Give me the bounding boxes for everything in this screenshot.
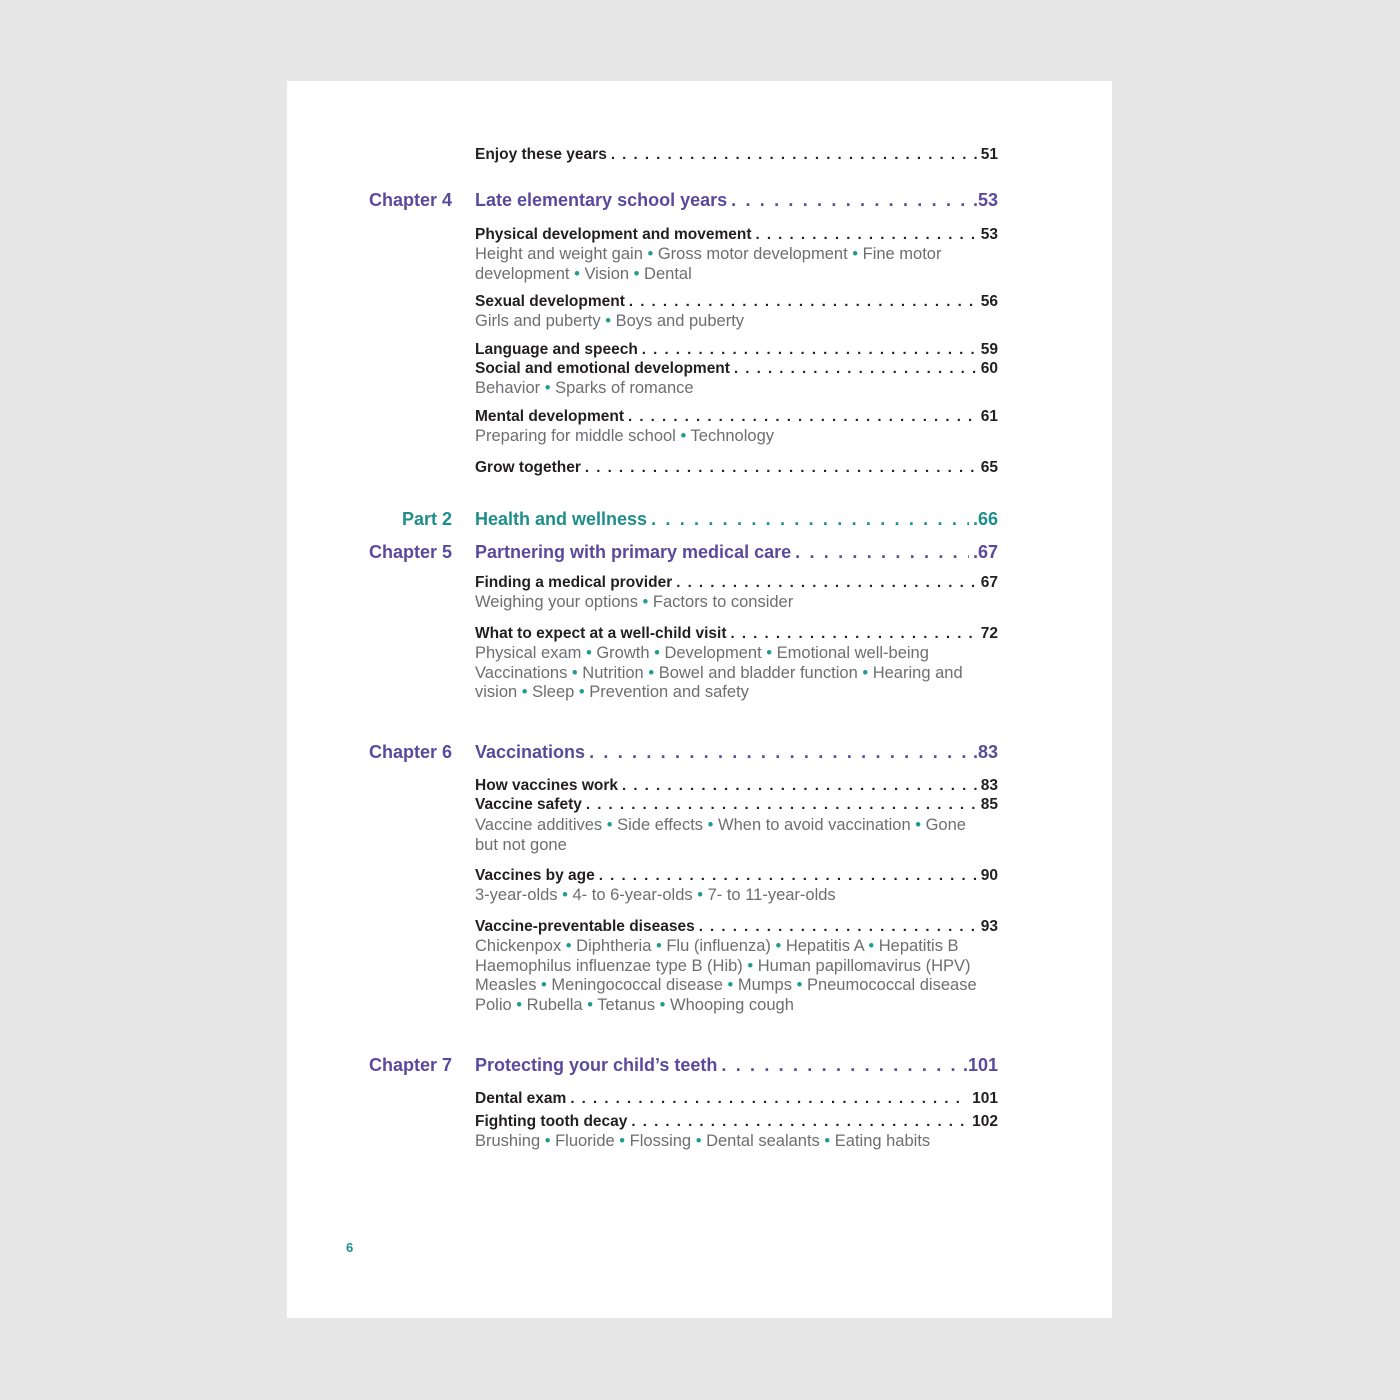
subtopic-line	[475, 664, 1005, 684]
bullet-separator: •	[511, 995, 527, 1014]
entry-page: 85	[980, 796, 998, 813]
subtopic-item: Polio	[475, 995, 512, 1014]
chapter-page: .83	[972, 742, 998, 762]
subtopics	[475, 1132, 1005, 1152]
subtopic-item: Behavior	[475, 379, 541, 397]
subtopic-item: Preparing for middle school	[475, 427, 676, 445]
subtopic-item: Dental sealants	[706, 1132, 820, 1150]
entry-page: 53	[980, 226, 998, 243]
bullet-separator: •	[791, 976, 807, 995]
subtopic-item: Development	[664, 644, 762, 662]
subtopic-item: Vaccine additives	[475, 816, 603, 834]
entry-page: 72	[980, 625, 998, 642]
entry-title: Mental development	[475, 408, 624, 425]
part-page: .66	[972, 509, 998, 529]
subtopic-item: Side effects	[617, 816, 704, 834]
entry-title: Sexual development	[475, 293, 625, 310]
bullet-separator: •	[561, 937, 577, 955]
entry-title: Vaccines by age	[475, 867, 595, 884]
subtopic-item: but not gone	[475, 835, 567, 854]
dot-leader	[589, 742, 969, 763]
chapter-title: Vaccinations	[475, 742, 586, 762]
subtopics	[475, 312, 1005, 332]
subtopic-item: Human papillomavirus (HPV)	[757, 956, 971, 975]
bullet-separator: •	[692, 886, 708, 904]
bullet-separator: •	[651, 937, 667, 955]
bullet-separator: •	[819, 1132, 835, 1150]
subtopic-item: Gone	[925, 816, 966, 834]
bullet-separator: •	[567, 663, 583, 682]
dot-leader	[586, 796, 977, 813]
toc-entry-mental[interactable]	[475, 408, 998, 426]
entry-page: 83	[980, 777, 998, 794]
toc-entry-dental[interactable]	[475, 1090, 998, 1108]
entry-title: Enjoy these years	[475, 146, 607, 163]
subtopic-item: Physical exam	[475, 644, 582, 662]
subtopic-item: Tetanus	[597, 995, 656, 1014]
dot-leader	[731, 625, 977, 642]
subtopic-item: Fluoride	[555, 1132, 615, 1150]
subtopic-item: Brushing	[475, 1132, 541, 1150]
bullet-separator: •	[910, 816, 926, 834]
subtopic-item: Factors to consider	[652, 593, 794, 611]
subtopic-item: Height and weight gain	[475, 245, 643, 263]
subtopic-line	[475, 593, 1005, 613]
dot-leader	[731, 190, 969, 211]
dot-leader	[734, 360, 977, 377]
subtopic-item: Eating habits	[834, 1132, 931, 1150]
bullet-separator: •	[691, 1132, 707, 1150]
entry-page: 60	[980, 360, 998, 377]
bullet-separator: •	[600, 312, 616, 330]
subtopic-item: Boys and puberty	[615, 312, 745, 330]
bullet-separator: •	[857, 663, 873, 682]
dot-leader	[795, 542, 969, 563]
subtopic-item: Prevention and safety	[589, 683, 749, 702]
subtopic-item: When to avoid vaccination	[718, 816, 911, 834]
subtopic-line	[475, 379, 1005, 399]
entry-page: 61	[980, 408, 998, 425]
subtopics	[475, 379, 1005, 399]
entry-page: 93	[980, 918, 998, 935]
dot-leader	[651, 509, 969, 530]
subtopic-item: Pneumococcal disease	[806, 976, 977, 995]
subtopic-item: Diphtheria	[576, 937, 652, 955]
entry-title: Fighting tooth decay	[475, 1113, 628, 1130]
bullet-separator: •	[655, 995, 671, 1014]
toc-entry-social[interactable]	[475, 360, 998, 378]
bullet-separator: •	[770, 937, 786, 955]
entry-title: Finding a medical provider	[475, 574, 673, 591]
dot-leader	[622, 777, 977, 794]
entry-page: 56	[980, 293, 998, 310]
bullet-separator: •	[643, 663, 659, 682]
entry-page: 102	[972, 1113, 998, 1130]
toc-entry-safety[interactable]	[475, 796, 998, 814]
subtopic-item: Meningococcal disease	[551, 976, 723, 995]
subtopic-item: Sleep	[532, 683, 575, 702]
page-number: 6	[346, 1240, 354, 1255]
subtopic-item: Hearing and	[872, 663, 963, 682]
toc-entry-howwork[interactable]	[475, 777, 998, 795]
chapter-label: Chapter 7	[368, 1055, 452, 1075]
toc-chapter-5[interactable]	[475, 542, 998, 563]
chapter-page: .53	[972, 190, 998, 210]
bullet-separator: •	[722, 976, 738, 995]
entry-page: 101	[972, 1090, 998, 1107]
dot-leader	[628, 408, 977, 425]
bullet-separator: •	[536, 976, 552, 995]
entry-title: Vaccine safety	[475, 796, 582, 813]
dot-leader	[629, 293, 977, 310]
subtopic-item: Bowel and bladder function	[658, 663, 858, 682]
toc-part-2[interactable]	[475, 509, 998, 530]
subtopic-item: Measles	[475, 976, 537, 995]
subtopic-item: Gross motor development	[657, 245, 848, 263]
dot-leader	[570, 1090, 968, 1107]
toc-entry-sexual[interactable]	[475, 293, 998, 311]
subtopic-item: development	[475, 264, 570, 283]
dot-leader	[599, 867, 977, 884]
subtopics	[475, 427, 1005, 447]
entry-page: 65	[980, 459, 998, 476]
subtopic-item: Vision	[584, 264, 630, 283]
subtopic-item: Flossing	[629, 1132, 692, 1150]
subtopic-item: Hepatitis B	[878, 937, 959, 955]
toc-entry-byage[interactable]	[475, 867, 998, 885]
subtopic-line	[475, 957, 1005, 977]
bullet-separator: •	[581, 644, 597, 662]
subtopic-item: Flu (influenza)	[666, 937, 771, 955]
toc-entry-grow[interactable]	[475, 459, 998, 477]
toc-entry-enjoy[interactable]	[475, 146, 998, 164]
bullet-separator: •	[703, 816, 719, 834]
toc-entry-physical[interactable]	[475, 226, 998, 244]
chapter-title: Protecting your child’s teeth	[475, 1055, 718, 1075]
bullet-separator: •	[540, 1132, 556, 1150]
bullet-separator: •	[637, 593, 653, 611]
bullet-separator: •	[675, 427, 691, 445]
subtopic-line	[475, 836, 1005, 856]
subtopic-line	[475, 427, 1005, 447]
subtopic-line	[475, 886, 1005, 906]
toc-chapter-6[interactable]	[475, 742, 998, 763]
chapter-label: Chapter 4	[368, 190, 452, 210]
subtopic-item: 7- to 11-year-olds	[707, 886, 836, 904]
bullet-separator: •	[517, 683, 533, 702]
bullet-separator: •	[582, 995, 598, 1014]
subtopic-item: Rubella	[526, 995, 583, 1014]
subtopic-item: Chickenpox	[475, 937, 562, 955]
subtopic-line	[475, 265, 1005, 285]
toc-chapter-7[interactable]	[475, 1055, 998, 1076]
subtopic-item: Emotional well-being	[776, 644, 929, 662]
bullet-separator: •	[863, 937, 879, 955]
subtopic-line	[475, 245, 1005, 265]
chapter-page: .101	[962, 1055, 998, 1075]
subtopic-line	[475, 644, 1005, 664]
subtopics	[475, 593, 1005, 613]
dot-leader	[756, 226, 977, 243]
entry-page: 67	[980, 574, 998, 591]
entry-page: 51	[980, 146, 998, 163]
entry-page: 59	[980, 341, 998, 358]
entry-title: Physical development and movement	[475, 226, 752, 243]
subtopics	[475, 937, 1005, 1015]
subtopic-line	[475, 312, 1005, 332]
subtopic-line	[475, 683, 1005, 703]
subtopic-line	[475, 1132, 1005, 1152]
bullet-separator: •	[761, 644, 777, 662]
bullet-separator: •	[569, 264, 585, 283]
subtopic-item: Fine motor	[862, 245, 942, 263]
toc-entry-decay[interactable]	[475, 1113, 998, 1131]
entry-title: How vaccines work	[475, 777, 619, 794]
dot-leader	[699, 918, 977, 935]
chapter-title: Late elementary school years	[475, 190, 728, 210]
entry-title: Language and speech	[475, 341, 638, 358]
subtopic-item: vision	[475, 683, 518, 702]
part-label: Part 2	[401, 509, 452, 529]
bullet-separator: •	[540, 379, 556, 397]
subtopic-item: Dental	[644, 264, 692, 283]
bullet-separator: •	[614, 1132, 630, 1150]
toc-entry-language[interactable]	[475, 341, 998, 359]
chapter-page: .67	[972, 542, 998, 562]
subtopics	[475, 816, 1005, 855]
subtopic-item: Growth	[596, 644, 650, 662]
subtopic-item: Whooping cough	[670, 995, 794, 1014]
subtopic-item: Hepatitis A	[785, 937, 864, 955]
subtopic-item: 4- to 6-year-olds	[572, 886, 693, 904]
dot-leader	[611, 146, 977, 163]
subtopic-item: Sparks of romance	[555, 379, 694, 397]
subtopic-item: 3-year-olds	[475, 886, 558, 904]
subtopic-line	[475, 937, 1005, 957]
bullet-separator: •	[629, 264, 645, 283]
entry-title: What to expect at a well-child visit	[475, 625, 727, 642]
entry-page: 90	[980, 867, 998, 884]
subtopic-item: Weighing your options	[475, 593, 638, 611]
bullet-separator: •	[642, 245, 658, 263]
toc-chapter-4[interactable]	[475, 190, 998, 211]
chapter-label: Chapter 6	[368, 742, 452, 762]
subtopic-item: Haemophilus influenzae type B (Hib)	[475, 956, 743, 975]
entry-title: Grow together	[475, 459, 581, 476]
subtopics	[475, 245, 1005, 284]
dot-leader	[585, 459, 977, 476]
bullet-separator: •	[557, 886, 573, 904]
chapter-title: Partnering with primary medical care	[475, 542, 792, 562]
subtopic-line	[475, 816, 1005, 836]
subtopic-line	[475, 976, 1005, 996]
toc-entry-finding[interactable]	[475, 574, 998, 592]
bullet-separator: •	[602, 816, 618, 834]
bullet-separator: •	[742, 956, 758, 975]
bullet-separator: •	[649, 644, 665, 662]
dot-leader	[642, 341, 977, 358]
subtopic-item: Technology	[690, 427, 774, 445]
part-title: Health and wellness	[475, 509, 648, 529]
subtopics	[475, 886, 1005, 906]
dot-leader	[676, 574, 977, 591]
subtopic-item: Vaccinations	[475, 663, 568, 682]
subtopic-line	[475, 996, 1005, 1016]
dot-leader	[631, 1113, 968, 1130]
dot-leader	[721, 1055, 959, 1076]
entry-title: Vaccine-preventable diseases	[475, 918, 695, 935]
entry-title: Social and emotional development	[475, 360, 730, 377]
toc-entry-wellchild[interactable]	[475, 625, 998, 643]
chapter-label: Chapter 5	[368, 542, 452, 562]
subtopic-item: Girls and puberty	[475, 312, 601, 330]
subtopics	[475, 644, 1005, 703]
subtopic-item: Nutrition	[582, 663, 644, 682]
bullet-separator: •	[847, 245, 863, 263]
toc-entry-diseases[interactable]	[475, 918, 998, 936]
entry-title: Dental exam	[475, 1090, 567, 1107]
subtopic-item: Mumps	[737, 976, 792, 995]
bullet-separator: •	[574, 683, 590, 702]
